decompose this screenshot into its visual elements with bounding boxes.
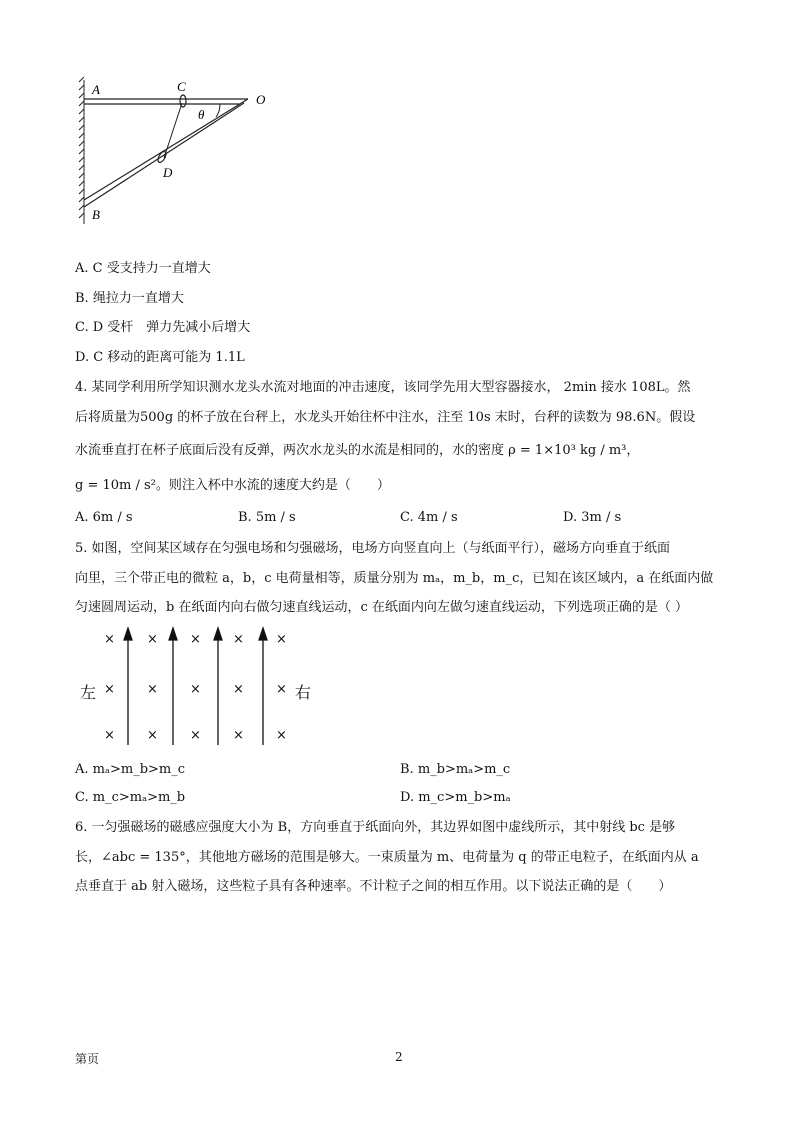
magnetic-cross: × [147,728,158,743]
q4-option-d: D. 3m / s [563,510,622,525]
label-b: B [92,207,100,222]
q3-option-d: D. C 移动的距离可能为 1.1L [75,350,245,365]
magnetic-cross: × [233,632,244,647]
q3-option-c: C. D 受杆 弹力先减小后增大 [75,320,251,335]
q6-line-1: 6. 一匀强磁场的磁感应强度大小为 B，方向垂直于纸面向外，其边界如图中虚线所示，其中射线 bc 是够 [75,820,676,835]
magnetic-cross: × [276,632,287,647]
q5-option-a: A. mₐ>m_b>m_c [75,762,186,777]
wall-hatching [79,77,84,224]
q3-option-a: A. C 受支持力一直增大 [75,261,211,276]
q4-line-2: 后将质量为500g 的杯子放在台秤上，水龙头开始往杯中注水，注至 10s 末时，台秤的读数为 98.6N。假设 [75,410,696,425]
magnetic-cross: × [104,728,115,743]
q6-line-3: 点垂直于 ab 射入磁场，这些粒子具有各种速率。不计粒子之间的相互作用。以下说法正确的是（ ） [75,879,672,894]
q4-option-b: B. 5m / s [238,510,296,525]
magnetic-cross: × [233,728,244,743]
angle-arc [216,104,220,117]
q4-line-1: 4. 某同学利用所学知识测水龙头水流对地面的冲击速度，该同学先用大型容器接水， 2min 接水 108L。然 [75,380,691,395]
q5-line-1: 5. 如图，空间某区域存在匀强电场和匀强磁场，电场方向竖直向上（与纸面平行），磁场方向垂直于纸面 [75,541,671,556]
magnetic-cross: × [190,632,201,647]
q5-option-b: B. m_b>mₐ>m_c [400,762,511,777]
rod-wall-diagram [70,72,280,232]
magnetic-cross: × [104,682,115,697]
magnetic-cross: × [190,728,201,743]
label-theta: θ [198,107,205,122]
q3-option-b: B. 绳拉力一直增大 [75,291,184,306]
ring-c [180,95,186,107]
magnetic-cross: × [147,682,158,697]
magnetic-cross: × [276,728,287,743]
q4-option-a: A. 6m / s [75,510,133,525]
horizontal-rod [84,99,248,104]
magnetic-cross: × [147,632,158,647]
magnetic-cross: × [190,682,201,697]
q5-option-d: D. m_c>m_b>mₐ [400,790,511,805]
q4-line-3: 水流垂直打在杯子底面后没有反弹，两次水龙头的水流是相同的，水的密度 ρ = 1×10³ kg / m³， [75,443,640,458]
q5-line-2: 向里，三个带正电的微粒 a，b，c 电荷量相等，质量分别为 mₐ，m_b，m_c，已知在该区域内，a 在纸面内做 [75,571,714,586]
q4-option-c: C. 4m / s [400,510,458,525]
label-o: O [256,92,266,107]
right-label: 右 [295,683,312,702]
q6-line-2: 长，∠abc = 135°，其他地方磁场的范围是够大。一束质量为 m、电荷量为 q 的带正电粒子，在纸面内从 a [75,850,699,865]
q5-option-c: C. m_c>mₐ>m_b [75,790,186,805]
label-d: D [163,165,173,180]
q4-line-4: g = 10m / s²。则注入杯中水流的速度大约是（ ） [75,478,390,493]
magnetic-cross: × [104,632,115,647]
page-number: 2 [395,1050,403,1064]
q5-line-3: 匀速圆周运动，b 在纸面内向右做匀速直线运动，c 在纸面内向左做匀速直线运动，下列选项正确的是（ ） [75,600,689,615]
label-c: C [177,79,186,94]
left-label: 左 [80,683,97,702]
magnetic-cross: × [233,682,244,697]
label-a: A [92,82,100,97]
magnetic-cross: × [276,682,287,697]
footer-left: 第页 [75,1052,100,1066]
